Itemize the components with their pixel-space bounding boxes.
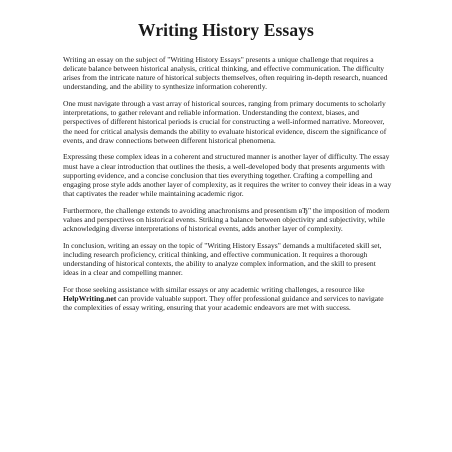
- resource-name: HelpWriting.net: [63, 293, 117, 303]
- paragraph-intro: Writing an essay on the subject of "Writing History Essays" presents a unique challenge that requires a delicate balance between historical analysis, critical thinking, and effective communication. The difficulty arises from the intricate nature of historical subjects themselves, often requiring in-depth research, nuanced understanding, and the ability to synthesize information coherently.: [63, 55, 388, 92]
- paragraph-structure: Expressing these complex ideas in a coherent and structured manner is another layer of difficulty. The essay must have a clear introduction that outlines the thesis, a well-developed body that presents arguments with supporting evidence, and a concise conclusion that ties everything together. Crafting a compelling and engaging prose style adds another layer of complexity, as it requires the writer to convey their ideas in a way that captivates the reader while maintaining academic rigor.: [63, 152, 392, 199]
- paragraph-anachronisms: Furthermore, the challenge extends to avoiding anachronisms and presentism вЂ" the imposition of modern values and perspectives on historical events. Striking a balance between objectivity and subjectivity, while acknowledging diverse interpretations of historical events, adds another layer of complexity.: [63, 205, 390, 233]
- document-title: Writing History Essays: [138, 20, 314, 40]
- resource-text-before: For those seeking assistance with similar essays or any academic writing challenges, a resource like: [63, 284, 365, 294]
- document-body: [63, 55, 393, 320]
- paragraph-resource: [63, 285, 393, 312]
- paragraph-sources: One must navigate through a vast array of historical sources, ranging from primary documents to scholarly interpretations, to gather relevant and reliable information. Understanding the context, biases, and perspectives of different historical periods is crucial for constructing a well-informed narrative. Moreover, the need for critical analysis demands the ability to evaluate historical evidence, discern the significance of events, and draw connections between different historical phenomena.: [63, 99, 387, 145]
- resource-text-after: can provide valuable support. They offer professional guidance and services to navigate the complexities of essay writing, ensuring that your academic endeavors are met with success.: [63, 293, 384, 313]
- paragraph-conclusion: In conclusion, writing an essay on the topic of "Writing History Essays" demands a multifaceted skill set, including research proficiency, critical thinking, and effective communication. It requires a thorough understanding of historical contexts, the ability to analyze complex information, and the skill to present ideas in a clear and compelling manner.: [63, 240, 382, 278]
